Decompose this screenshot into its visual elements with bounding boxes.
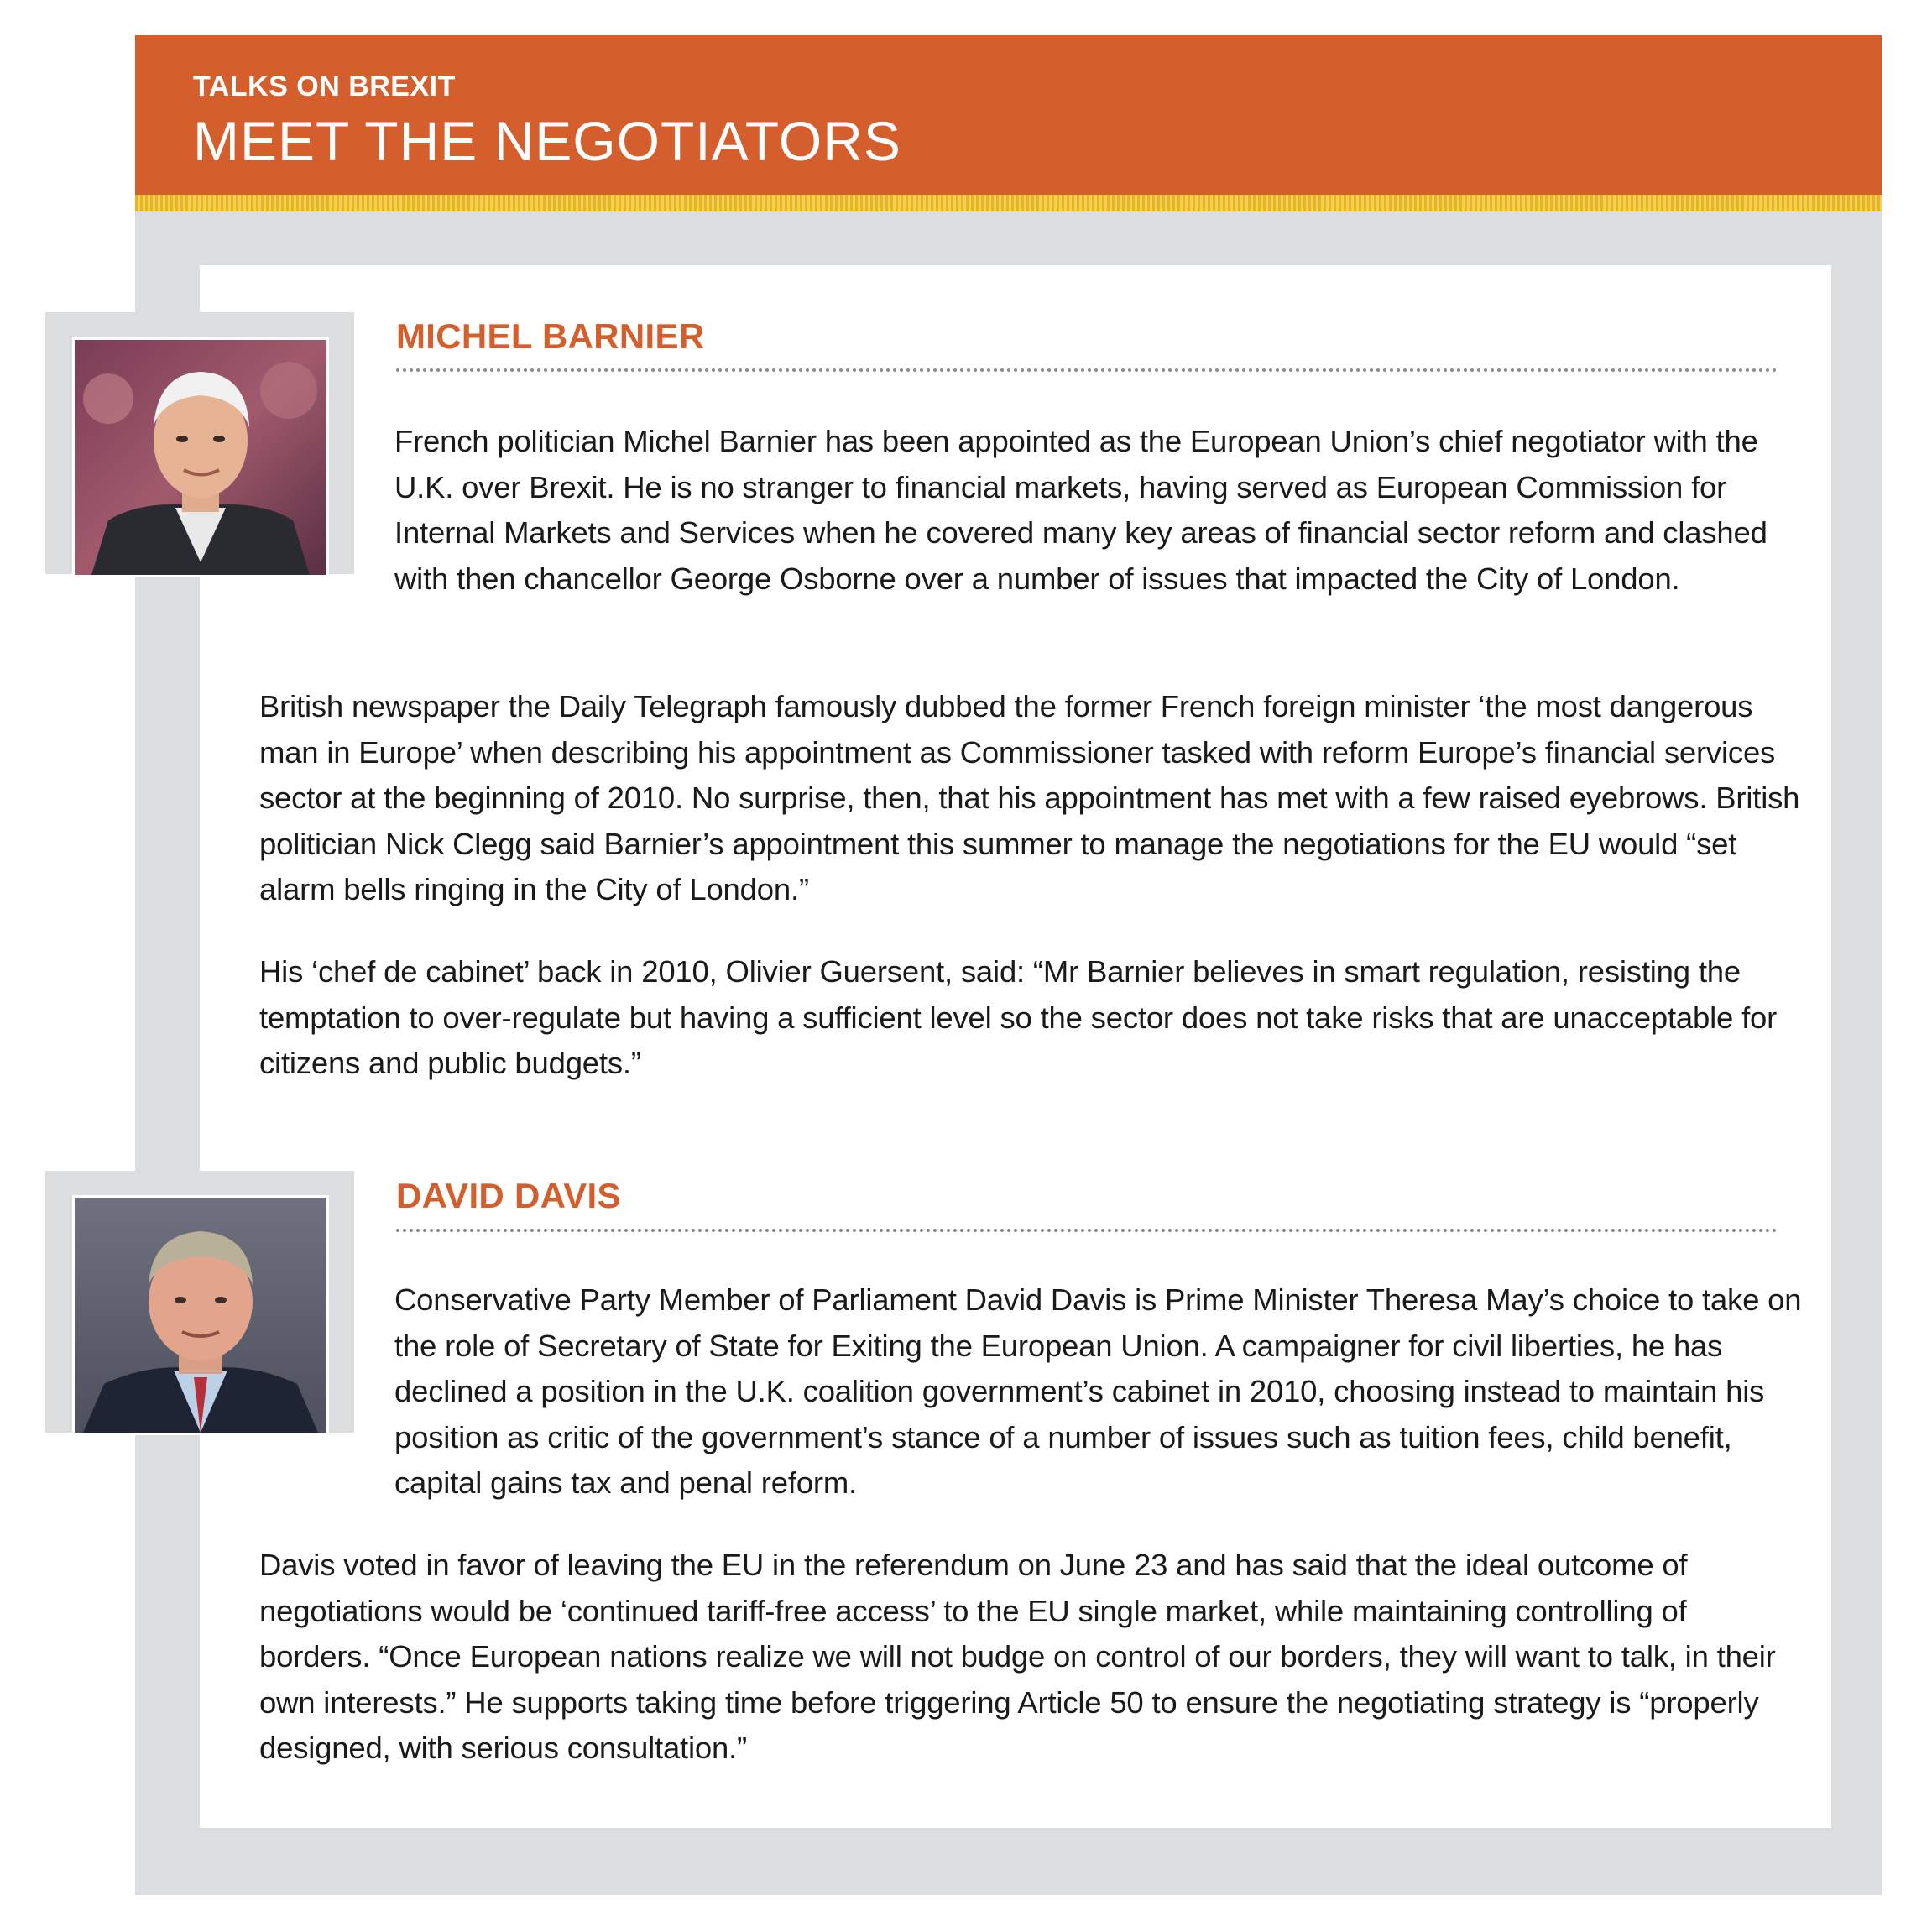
bio-paragraph: Davis voted in favor of leaving the EU in the referendum on June 23 and has said that the ideal outcome of negotiations would be ‘continued tariff-free access’ to the EU single market, while maintaining controlling of borders. “Once European nations realize we will not budge on control of our borders, they will want to talk, in their own interests.” He supports taking time before triggering Article 50 to ensure the negotiating strategy is “properly designed, with serious consultation.” xyxy=(259,1548,1776,1765)
section-kicker: TALKS ON BREXIT xyxy=(193,70,456,102)
name-divider xyxy=(396,368,1778,372)
portrait-image-davis xyxy=(75,1198,326,1433)
page-title: MEET THE NEGOTIATORS xyxy=(193,110,901,172)
name-divider xyxy=(396,1229,1778,1232)
negotiator-name-barnier: MICHEL BARNIER xyxy=(396,316,705,356)
header-stripe xyxy=(135,195,1882,211)
bio-paragraph: British newspaper the Daily Telegraph famously dubbed the former French foreign minister ‘the most dangerous man in Europe’ when describing his appointment as Commissioner tasked with reform Europe’s financial services sector at the beginning of 2010. No surprise, then, that his appointment has met with a few raised eyebrows. British politician Nick Clegg said Barnier’s appointment this summer to manage the negotiations for the EU would “set alarm bells ringing in the City of London.” xyxy=(259,689,1800,906)
negotiator-name-davis: DAVID DAVIS xyxy=(396,1176,621,1215)
portrait-image-barnier xyxy=(75,340,326,575)
portrait-davis xyxy=(72,1195,329,1435)
bio-paragraph: French politician Michel Barnier has been appointed as the European Union’s chief negotiator with the U.K. over Brexit. He is no stranger to financial markets, having served as European Commission for Internal Markets and Services when he covered many key areas of financial sector reform and clashed with then chancellor George Osborne over a number of issues that impacted the City of London. xyxy=(394,424,1768,596)
bio-paragraph: Conservative Party Member of Parliament David Davis is Prime Minister Theresa May’s choice to take on the role of Secretary of State for Exiting the European Union. A campaigner for civil liberties, he has declined a position in the U.K. coalition government’s cabinet in 2010, choosing instead to maintain his position as critic of the government’s stance of a number of issues such as tuition fees, child benefit, capital gains tax and penal reform. xyxy=(394,1282,1802,1500)
bio-paragraph: His ‘chef de cabinet’ back in 2010, Olivier Guersent, said: “Mr Barnier believes in smart regulation, resisting the temptation to over-regulate but having a sufficient level so the sector does not take risks that are unacceptable for citizens and public budgets.” xyxy=(259,954,1778,1080)
portrait-barnier xyxy=(72,337,329,577)
